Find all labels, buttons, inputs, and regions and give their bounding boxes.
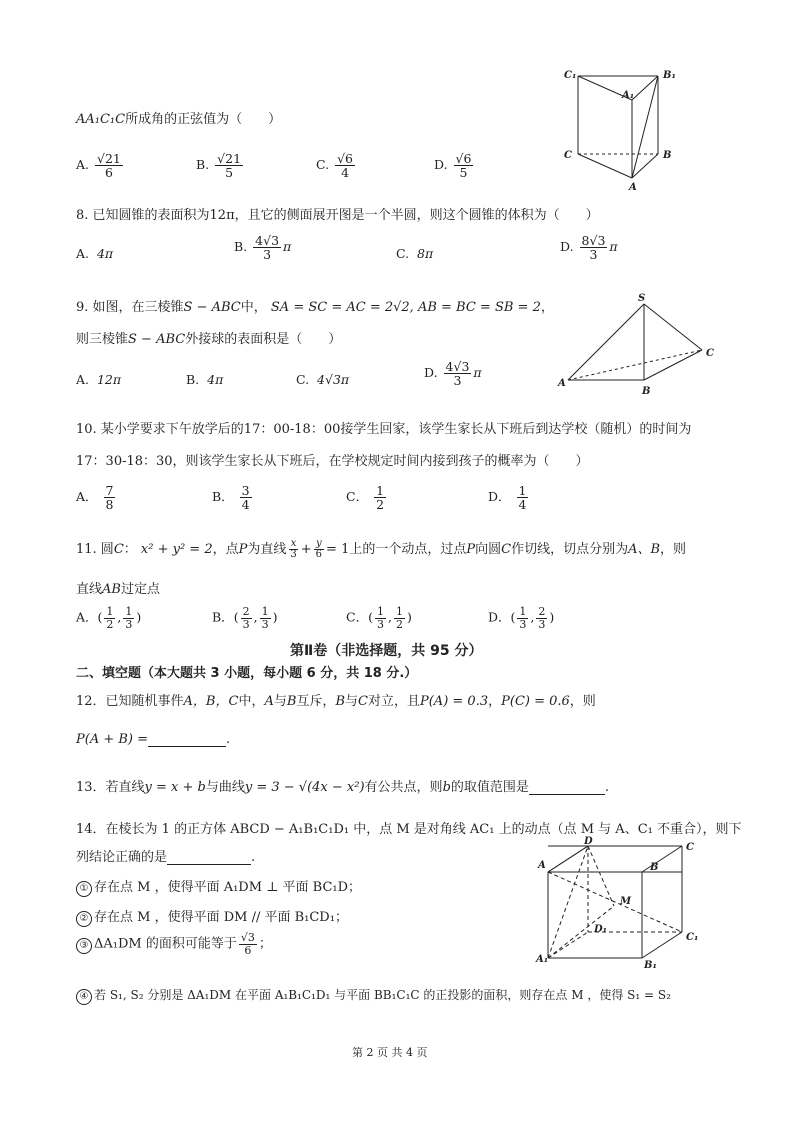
q10-line2: 17：30-18：30，则该学生家长从下班后，在学校规定时间内接到孩子的概率为（ ） [76, 454, 589, 469]
q12-line2: P(A + B) = . [76, 732, 231, 747]
label-b1: B₁ [663, 70, 676, 81]
q11-option-b: B．( $\frac{2}{3}$ , $\frac{1}{3}$ ) [212, 605, 278, 631]
q14-statement-1: ① 存在点 M ，使得平面 A₁DM ⊥ 平面 BC₁D； [76, 876, 361, 897]
label-m: M [620, 896, 632, 907]
label-s: S [638, 293, 646, 304]
label-b: B [663, 150, 672, 161]
q10-option-a: A． $\frac{7}{8}$ [76, 483, 114, 513]
q7-option-c: C. $\frac{√6}{4}$ [316, 151, 353, 181]
q7-stem-tail: 所成角的正弦值为（ ） [125, 112, 282, 127]
q14-statement-4: ④ 若 S₁, S₂ 分别是 ΔA₁DM 在平面 A₁B₁C₁D₁ 与平面 BB₁C₁C 的正投影的面积，则存在点 M ，使得 S₁ = S₂ [76, 986, 671, 1005]
q11-line2: 直线AB过定点 [76, 582, 160, 597]
section-title: 第Ⅱ卷（非选择题，共 95 分） [290, 643, 483, 659]
q14-answer-blank[interactable] [167, 850, 251, 865]
q9-option-d: D. $\frac{4√3}{3}$ π [424, 359, 482, 389]
label-c: C [706, 348, 714, 359]
label-b: B [642, 386, 651, 397]
q8-option-b: B. $\frac{4√3}{3}$ π [234, 233, 292, 263]
q11-option-a: A．( $\frac{1}{2}$ , $\frac{1}{3}$ ) [76, 605, 142, 631]
q8-option-d: D. $\frac{8√3}{3}$ π [560, 233, 618, 263]
q10-option-d: D． $\frac{1}{4}$ [488, 483, 527, 513]
q7-option-b: B. $\frac{√21}{5}$ [196, 151, 242, 181]
page-footer: 第 2 页 共 4 页 [352, 1046, 428, 1059]
q12-answer-blank[interactable] [148, 732, 226, 747]
label-b1: B₁ [644, 960, 657, 971]
q7-plane: AA₁C₁C [76, 112, 126, 127]
label-c1: C₁ [686, 932, 699, 943]
q8-stem: 8. 已知圆锥的表面积为12π，且它的侧面展开图是一个半圆，则这个圆锥的体积为（ ） [76, 208, 599, 223]
q14-line1: 14．在棱长为 1 的正方体 ABCD − A₁B₁C₁D₁ 中，点 M 是对角线 AC₁ 上的动点（点 M 与 A、C₁ 不重合），则下 [76, 822, 742, 837]
label-a: A [629, 182, 637, 193]
label-a: A [538, 860, 546, 871]
q11-option-c: C．( $\frac{1}{3}$ , $\frac{1}{2}$ ) [346, 605, 412, 631]
label-b: B [650, 862, 659, 873]
q14-statement-3: ③ ΔA₁DM 的面积可能等于 $\frac{√3}{6}$ ； [76, 932, 272, 956]
q10-option-b: B． $\frac{3}{4}$ [212, 483, 250, 513]
q14-statement-2: ② 存在点 M ，使得平面 DM // 平面 B₁CD₁； [76, 906, 348, 927]
q7-stem [76, 108, 281, 127]
q8-option-a: A. 4π [76, 246, 114, 261]
q9-option-b: B. 4π [186, 372, 224, 387]
q13-stem: 13．若直线y = x + b与曲线y = 3 − √(4x − x²)有公共点，则b的取值范围是 . [76, 780, 610, 795]
label-a1: A₁ [622, 90, 635, 101]
label-a1: A₁ [536, 954, 549, 965]
q12-line1: 12．已知随机事件A，B，C中，A与B互斥，B与C对立，且P(A) = 0.3，P(C) = 0.6，则 [76, 694, 596, 709]
label-c1: C₁ [564, 70, 577, 81]
label-a: A [558, 378, 566, 389]
q10-option-c: C． $\frac{1}{2}$ [346, 483, 385, 513]
q8-option-c: C. 8π [396, 246, 434, 261]
part2-heading: 二、填空题（本大题共 3 小题，每小题 6 分，共 18 分.） [76, 666, 418, 681]
q11-line1: 11. 圆C： x² + y² = 2，点P为直线 $\frac{x}{3}$ + $\frac{y}{6}$ = 1上的一个动点，过点P向圆C作切线，切点分别为A、B，则 [76, 537, 687, 560]
q10-line1: 10. 某小学要求下午放学后的17：00-18：00接学生回家，该学生家长从下班后到达学校（随机）的时间为 [76, 422, 692, 437]
q9-option-a: A. 12π [76, 372, 122, 387]
label-c: C [564, 150, 572, 161]
q7-option-d: D. $\frac{√6}{5}$ [434, 151, 472, 181]
q9-option-c: C. 4√3π [296, 372, 350, 387]
q14-line2: 列结论正确的是 . [76, 850, 256, 865]
q7-option-a: A. $\frac{√21}{6}$ [76, 151, 121, 181]
q13-answer-blank[interactable] [529, 780, 605, 795]
prism-figure [560, 68, 690, 196]
q9-line2: 则三棱锥S − ABC外接球的表面积是（ ） [76, 332, 342, 347]
pyramid-figure [558, 292, 728, 398]
label-d: D [584, 836, 593, 847]
label-d1: D₁ [594, 924, 608, 935]
cube-figure [536, 836, 706, 970]
q9-line1: 9. 如图，在三棱锥S − ABC中， SA = SC = AC = 2√2, AB = BC = SB = 2， [76, 300, 554, 315]
q11-option-d: D．( $\frac{1}{3}$ , $\frac{2}{3}$ ) [488, 605, 555, 631]
label-c: C [686, 842, 694, 853]
